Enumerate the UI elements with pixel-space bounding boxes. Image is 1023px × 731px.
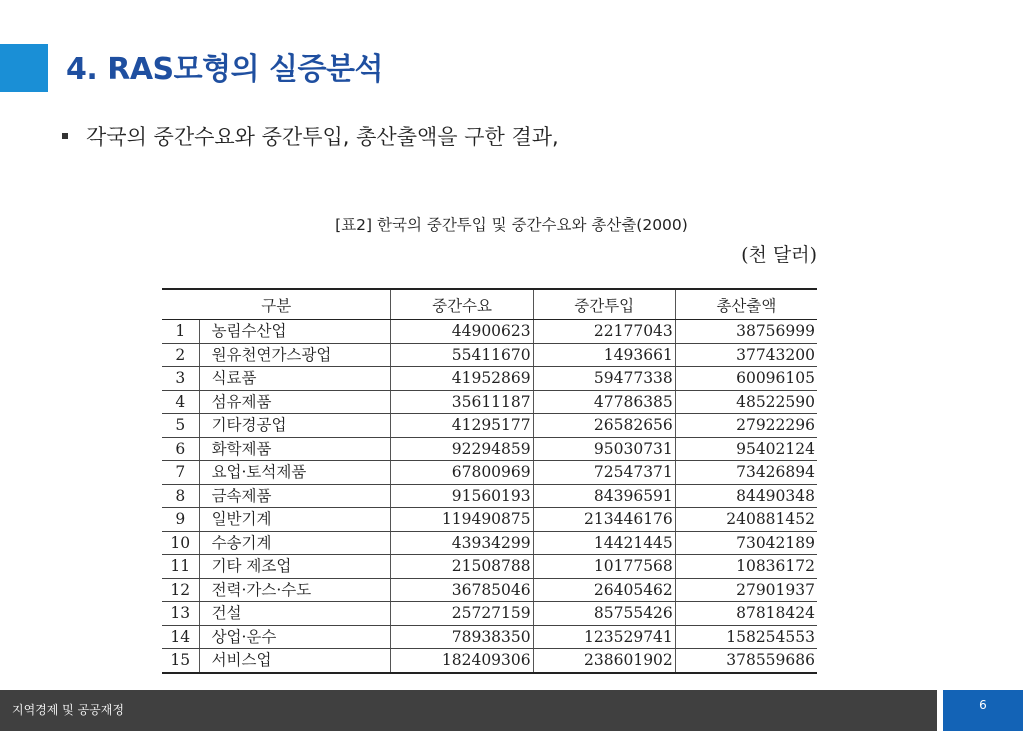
footer-course-title: 지역경제 및 공공재정 <box>12 703 124 717</box>
table-row <box>162 390 817 414</box>
row-number: 12 <box>162 578 199 602</box>
row-total-output: 27901937 <box>675 578 817 602</box>
page-number-box <box>943 690 1023 731</box>
table-row <box>162 343 817 367</box>
table-caption: [표2] 한국의 중간투입 및 중간수요와 총산출(2000) <box>335 216 688 234</box>
row-intermediate-demand: 91560193 <box>391 484 533 508</box>
row-number: 4 <box>162 390 199 414</box>
row-total-output: 60096105 <box>675 367 817 391</box>
row-intermediate-demand: 41952869 <box>391 367 533 391</box>
row-industry-name: 원유천연가스광업 <box>199 343 391 367</box>
row-number: 14 <box>162 625 199 649</box>
table-row <box>162 578 817 602</box>
row-intermediate-demand: 44900623 <box>391 320 533 344</box>
square-bullet-icon <box>62 133 68 139</box>
row-intermediate-demand: 41295177 <box>391 414 533 438</box>
row-intermediate-input: 14421445 <box>533 531 675 555</box>
row-intermediate-input: 84396591 <box>533 484 675 508</box>
row-number: 3 <box>162 367 199 391</box>
row-number: 7 <box>162 461 199 485</box>
row-intermediate-demand: 92294859 <box>391 437 533 461</box>
row-industry-name: 건설 <box>199 602 391 626</box>
row-total-output: 38756999 <box>675 320 817 344</box>
table-row <box>162 367 817 391</box>
row-total-output: 73426894 <box>675 461 817 485</box>
bullet-text: 각국의 중간수요와 중간투입, 총산출액을 구한 결과, <box>86 125 559 149</box>
page-number: 6 <box>979 698 987 712</box>
row-total-output: 95402124 <box>675 437 817 461</box>
row-intermediate-demand: 43934299 <box>391 531 533 555</box>
row-industry-name: 농림수산업 <box>199 320 391 344</box>
row-intermediate-input: 59477338 <box>533 367 675 391</box>
row-intermediate-demand: 21508788 <box>391 555 533 579</box>
row-total-output: 10836172 <box>675 555 817 579</box>
table-row <box>162 437 817 461</box>
row-industry-name: 기타 제조업 <box>199 555 391 579</box>
header-category: 구분 <box>162 289 391 320</box>
row-total-output: 37743200 <box>675 343 817 367</box>
row-intermediate-demand: 36785046 <box>391 578 533 602</box>
row-total-output: 48522590 <box>675 390 817 414</box>
table-header-row <box>162 289 817 320</box>
row-industry-name: 전력·가스·수도 <box>199 578 391 602</box>
row-number: 11 <box>162 555 199 579</box>
row-number: 8 <box>162 484 199 508</box>
row-total-output: 27922296 <box>675 414 817 438</box>
row-total-output: 73042189 <box>675 531 817 555</box>
bullet-item <box>62 118 559 154</box>
row-intermediate-input: 72547371 <box>533 461 675 485</box>
header-intermediate-input: 중간투입 <box>533 289 675 320</box>
row-number: 10 <box>162 531 199 555</box>
row-industry-name: 요업·토석제품 <box>199 461 391 485</box>
table-row <box>162 461 817 485</box>
row-intermediate-demand: 119490875 <box>391 508 533 532</box>
row-industry-name: 식료품 <box>199 367 391 391</box>
row-industry-name: 상업·운수 <box>199 625 391 649</box>
row-intermediate-input: 26405462 <box>533 578 675 602</box>
table-row <box>162 625 817 649</box>
footer-bar <box>0 690 937 731</box>
data-table <box>162 288 817 674</box>
row-number: 15 <box>162 649 199 673</box>
header-intermediate-demand: 중간수요 <box>391 289 533 320</box>
row-industry-name: 일반기계 <box>199 508 391 532</box>
row-intermediate-demand: 78938350 <box>391 625 533 649</box>
row-intermediate-demand: 55411670 <box>391 343 533 367</box>
row-intermediate-input: 26582656 <box>533 414 675 438</box>
row-number: 2 <box>162 343 199 367</box>
row-intermediate-input: 1493661 <box>533 343 675 367</box>
table-row <box>162 508 817 532</box>
row-number: 13 <box>162 602 199 626</box>
row-industry-name: 섬유제품 <box>199 390 391 414</box>
row-intermediate-input: 85755426 <box>533 602 675 626</box>
row-total-output: 378559686 <box>675 649 817 673</box>
slide-title: 4. RAS모형의 실증분석 <box>66 52 383 87</box>
table-row <box>162 414 817 438</box>
row-intermediate-demand: 35611187 <box>391 390 533 414</box>
row-intermediate-input: 47786385 <box>533 390 675 414</box>
row-number: 1 <box>162 320 199 344</box>
row-industry-name: 화학제품 <box>199 437 391 461</box>
row-number: 9 <box>162 508 199 532</box>
row-intermediate-demand: 67800969 <box>391 461 533 485</box>
table-row <box>162 531 817 555</box>
row-industry-name: 수송기계 <box>199 531 391 555</box>
row-intermediate-input: 10177568 <box>533 555 675 579</box>
unit-label: (천 달러) <box>741 244 817 266</box>
row-total-output: 87818424 <box>675 602 817 626</box>
row-total-output: 240881452 <box>675 508 817 532</box>
row-total-output: 158254553 <box>675 625 817 649</box>
table-row <box>162 484 817 508</box>
title-accent-bar <box>0 44 48 92</box>
row-intermediate-demand: 25727159 <box>391 602 533 626</box>
table-row <box>162 649 817 673</box>
row-industry-name: 서비스업 <box>199 649 391 673</box>
header-total-output: 총산출액 <box>675 289 817 320</box>
row-intermediate-input: 123529741 <box>533 625 675 649</box>
row-industry-name: 금속제품 <box>199 484 391 508</box>
row-intermediate-demand: 182409306 <box>391 649 533 673</box>
row-number: 5 <box>162 414 199 438</box>
row-intermediate-input: 22177043 <box>533 320 675 344</box>
table-row <box>162 602 817 626</box>
row-number: 6 <box>162 437 199 461</box>
row-intermediate-input: 95030731 <box>533 437 675 461</box>
table-row <box>162 320 817 344</box>
row-industry-name: 기타경공업 <box>199 414 391 438</box>
table-row <box>162 555 817 579</box>
row-intermediate-input: 238601902 <box>533 649 675 673</box>
row-total-output: 84490348 <box>675 484 817 508</box>
row-intermediate-input: 213446176 <box>533 508 675 532</box>
table-body <box>162 320 817 673</box>
